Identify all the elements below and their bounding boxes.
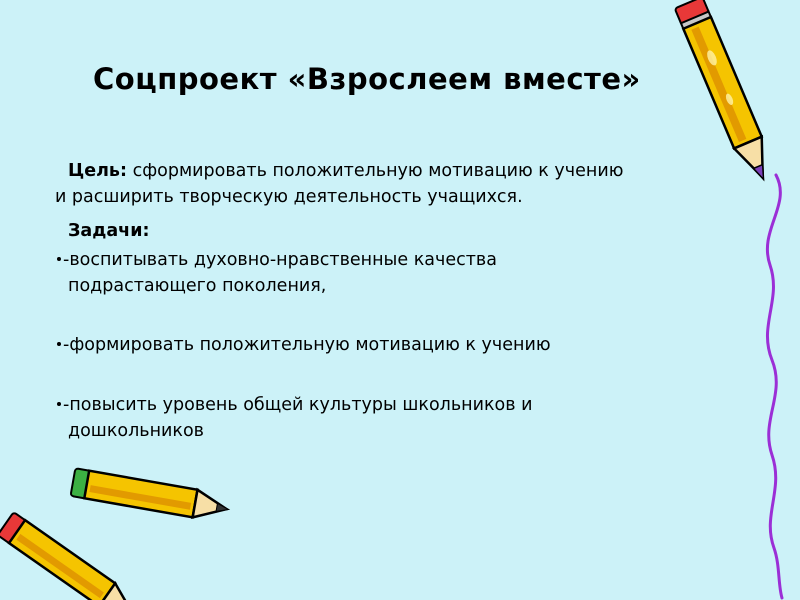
pencil-top-right-icon	[675, 0, 778, 185]
pencil-green-icon	[71, 468, 231, 523]
wavy-line	[767, 175, 782, 598]
task-3-line-2: дошкольников	[68, 421, 205, 441]
goal-line-1	[68, 158, 623, 184]
bullet-3	[57, 402, 61, 406]
task-3-line-1: -повысить уровень общей культуры школьников и	[63, 395, 533, 415]
bullet-1	[57, 257, 61, 261]
slide-title: Соцпроект «Взрослеем вместе»	[93, 62, 641, 96]
pencil-red-icon	[0, 512, 141, 600]
task-1-line-2: подрастающего поколения,	[68, 276, 327, 296]
tasks-label: Задачи:	[68, 221, 150, 241]
goal-text-2: и расширить творческую деятельность учащихся.	[55, 187, 523, 207]
goal-label: Цель:	[68, 161, 127, 181]
goal-text-1: сформировать положительную мотивацию к учению	[132, 161, 624, 181]
task-2-line-1: -формировать положительную мотивацию к учению	[63, 335, 551, 355]
bullet-2	[57, 342, 61, 346]
task-1-line-1: -воспитывать духовно-нравственные качества	[63, 250, 497, 270]
